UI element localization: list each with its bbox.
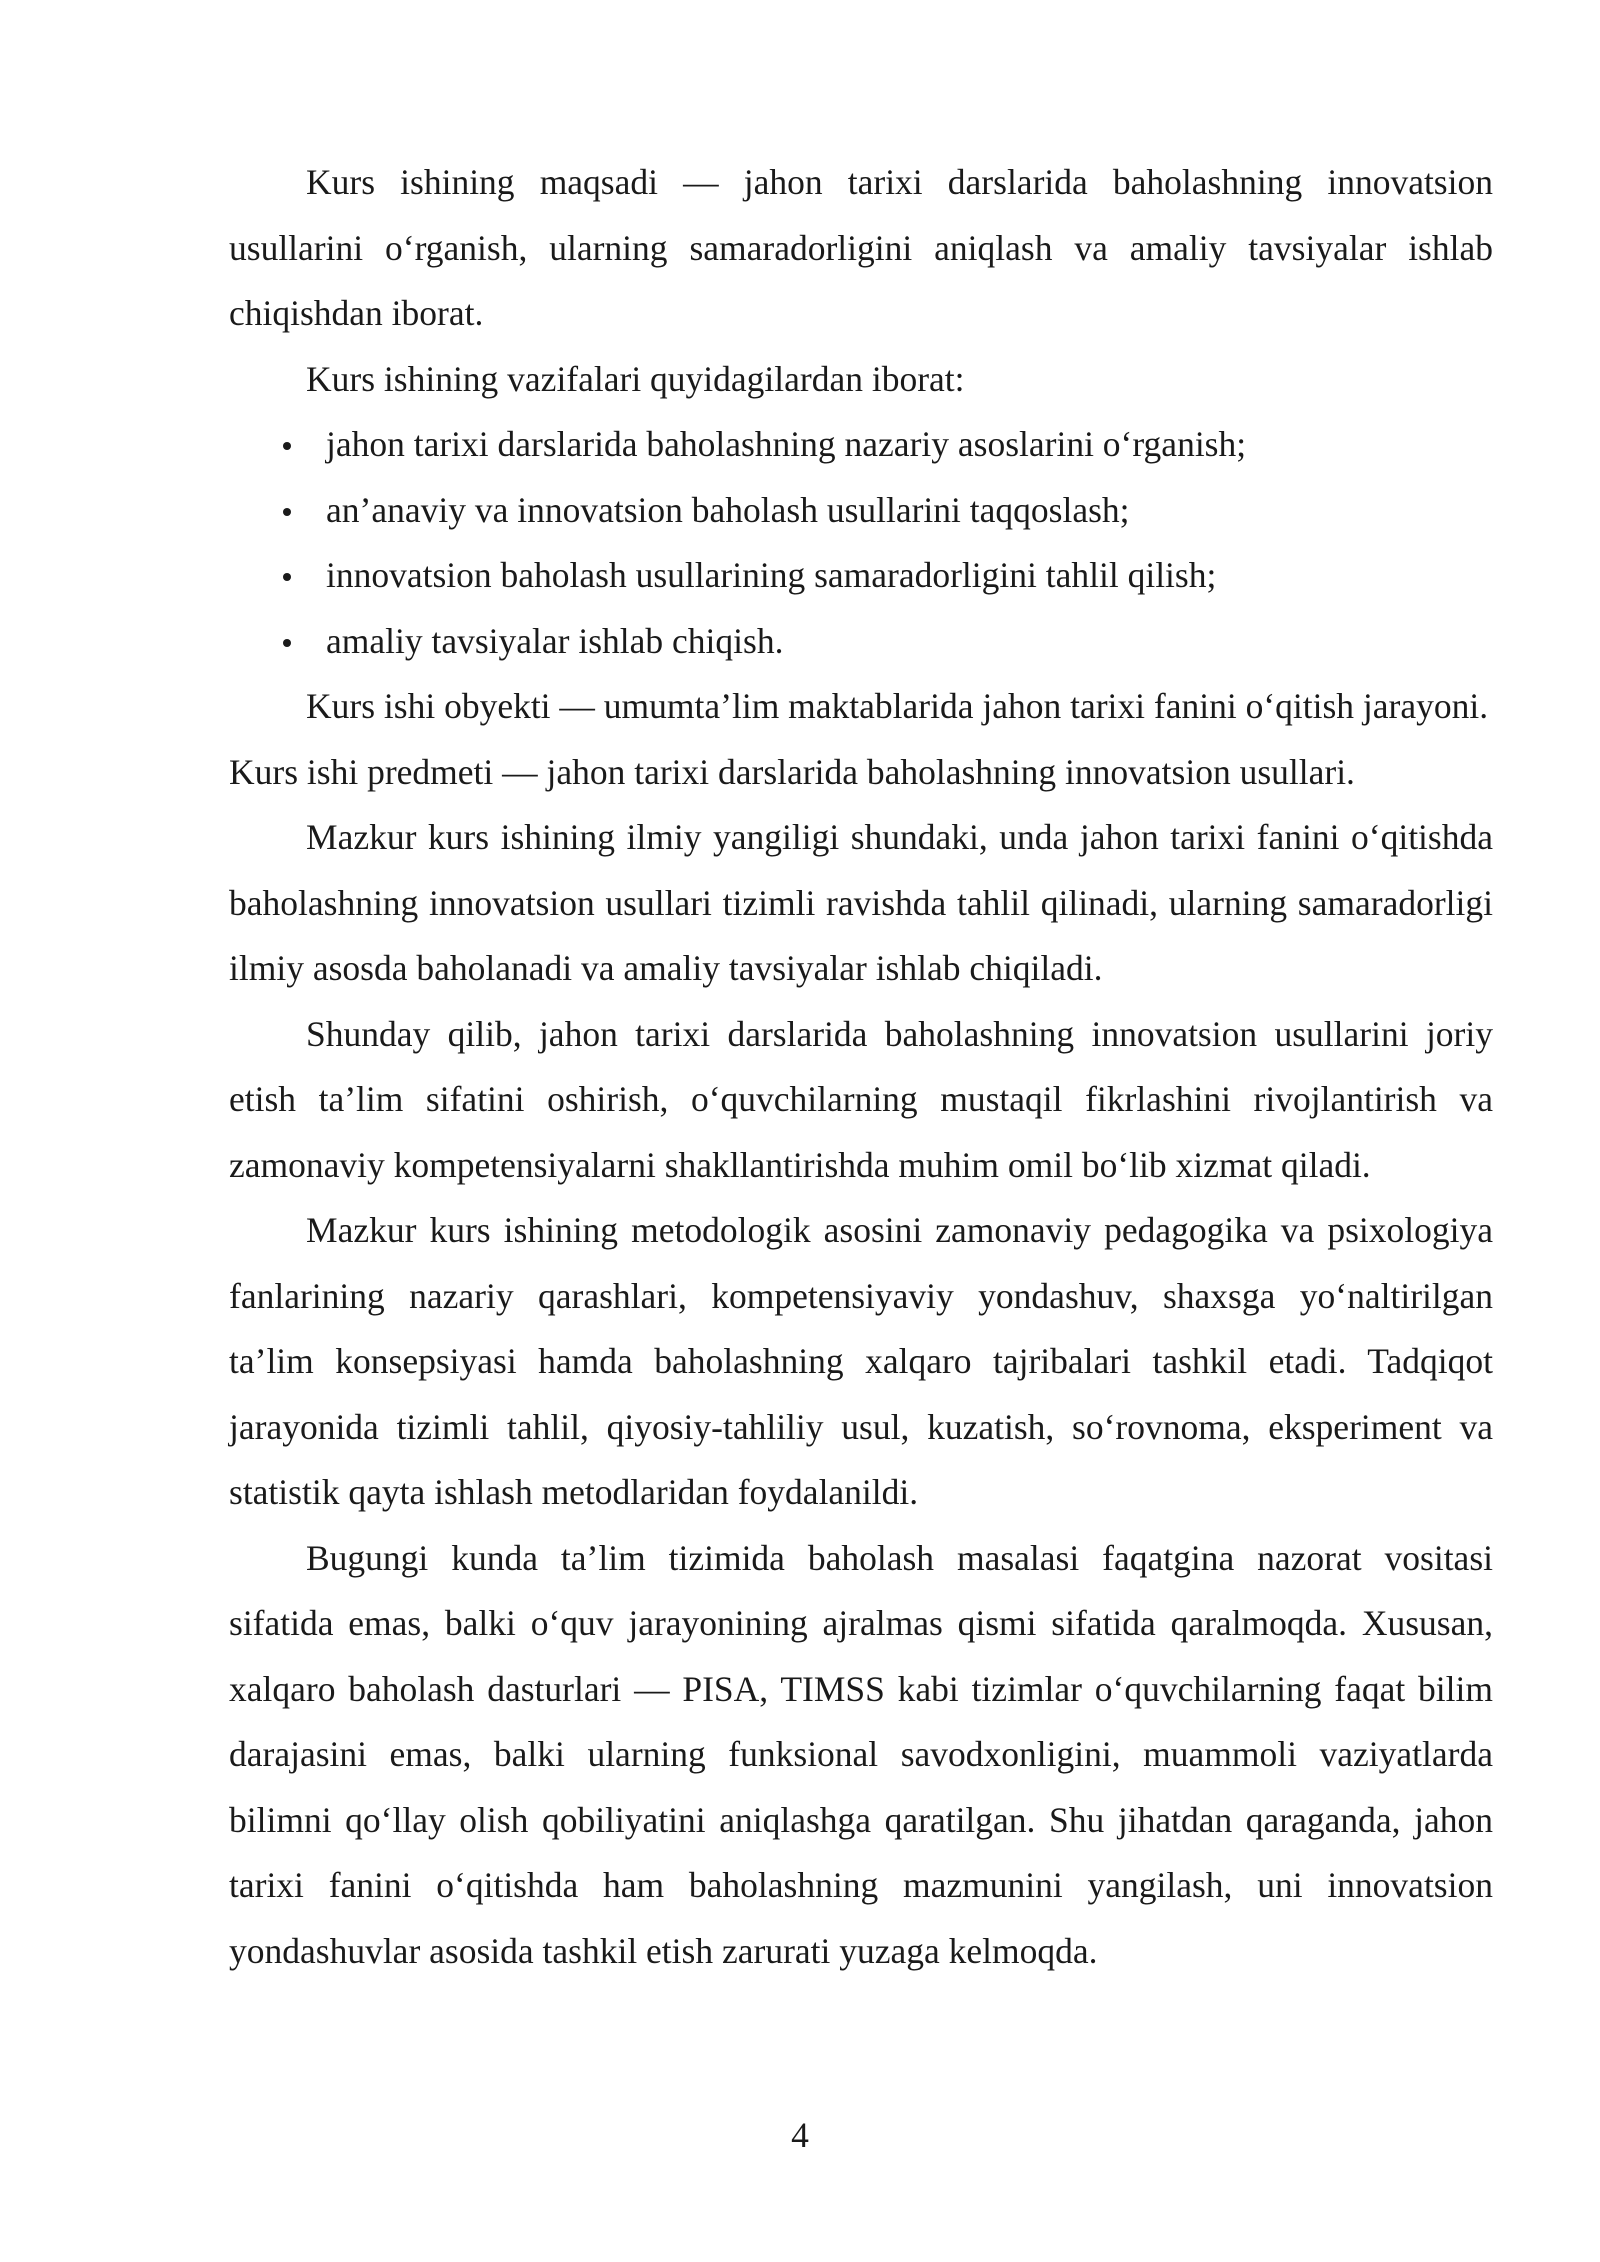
list-item bbox=[229, 609, 1493, 675]
paragraph-assessment-today: Bugungi kunda ta’lim tizimida baholash masalasi faqatgina nazorat vositasi sifatida emas, balki o‘quv jarayonining ajralmas qismi sifatida qaralmoqda. Xususan, xalqaro baholash dasturlari — PISA, TIMSS kabi tizimlar o‘quvchilarning faqat bilim darajasini emas, balki ularning funksional savodxonligini, muammoli vaziyatlarda bilimni qo‘llay olish qobiliyatini aniqlashga qaratilgan. Shu jihatdan qaraganda, jahon tarixi fanini o‘qitishda ham baholashning mazmunini yangilash, uni innovatsion yondashuvlar asosida tashkil etish zarurati yuzaga kelmoqda. bbox=[229, 1537, 1493, 1971]
list-item bbox=[229, 543, 1493, 609]
bullet-icon bbox=[283, 442, 291, 450]
list-item-text: jahon tarixi darslarida baholashning nazariy asoslarini o‘rganish; bbox=[326, 424, 1247, 464]
list-item-text: innovatsion baholash usullarining samaradorligini tahlil qilish; bbox=[326, 555, 1217, 595]
paragraph-course-object: Kurs ishi obyekti — umumta’lim maktablarida jahon tarixi fanini o‘qitish jarayoni. bbox=[306, 686, 1489, 726]
list-item bbox=[229, 412, 1493, 478]
tasks-list bbox=[229, 412, 1493, 674]
list-item-text: an’anaviy va innovatsion baholash usullarini taqqoslash; bbox=[326, 489, 1130, 530]
bullet-icon bbox=[283, 639, 291, 647]
paragraph-methodology: Mazkur kurs ishining metodologik asosini zamonaviy pedagogika va psixologiya fanlarining nazariy qarashlari, kompetensiyaviy yondashuv, shaxsga yo‘naltirilgan ta’lim konsepsiyasi hamda baholashning xalqaro tajribalari tashkil etadi. Tadqiqot jarayonida tizimli tahlil, qiyosiy-tahliliy usul, kuzatish, so‘rovnoma, eksperiment va statistik qayta ishlash metodlaridan foydalanildi. bbox=[229, 1210, 1493, 1512]
page-number: 4 bbox=[791, 2115, 809, 2155]
document-page bbox=[229, 150, 1493, 1984]
bullet-icon bbox=[283, 573, 291, 581]
paragraph-course-goal: Kurs ishining maqsadi — jahon tarixi darslarida baholashning innovatsion usullarini o‘rganish, ularning samaradorligini aniqlash va amaliy tavsiyalar ishlab chiqishdan iborat. bbox=[229, 162, 1493, 333]
list-item bbox=[229, 478, 1493, 544]
paragraph-course-subject: Kurs ishi predmeti — jahon tarixi darslarida baholashning innovatsion usullari. bbox=[229, 751, 1355, 792]
paragraph-course-tasks-intro: Kurs ishining vazifalari quyidagilardan iborat: bbox=[306, 358, 965, 399]
paragraph-scientific-novelty: Mazkur kurs ishining ilmiy yangiligi shundaki, unda jahon tarixi fanini o‘qitishda baholashning innovatsion usullari tizimli ravishda tahlil qilinadi, ularning samaradorligi ilmiy asosda baholanadi va amaliy tavsiyalar ishlab chiqiladi. bbox=[229, 817, 1493, 988]
bullet-icon bbox=[283, 508, 291, 516]
list-item-text: amaliy tavsiyalar ishlab chiqish. bbox=[326, 620, 784, 661]
paragraph-conclusion: Shunday qilib, jahon tarixi darslarida baholashning innovatsion usullarini joriy etish ta’lim sifatini oshirish, o‘quvchilarning mustaqil fikrlashini rivojlantirish va zamonaviy kompetensiyalarni shakllantirishda muhim omil bo‘lib xizmat qiladi. bbox=[229, 1013, 1493, 1185]
